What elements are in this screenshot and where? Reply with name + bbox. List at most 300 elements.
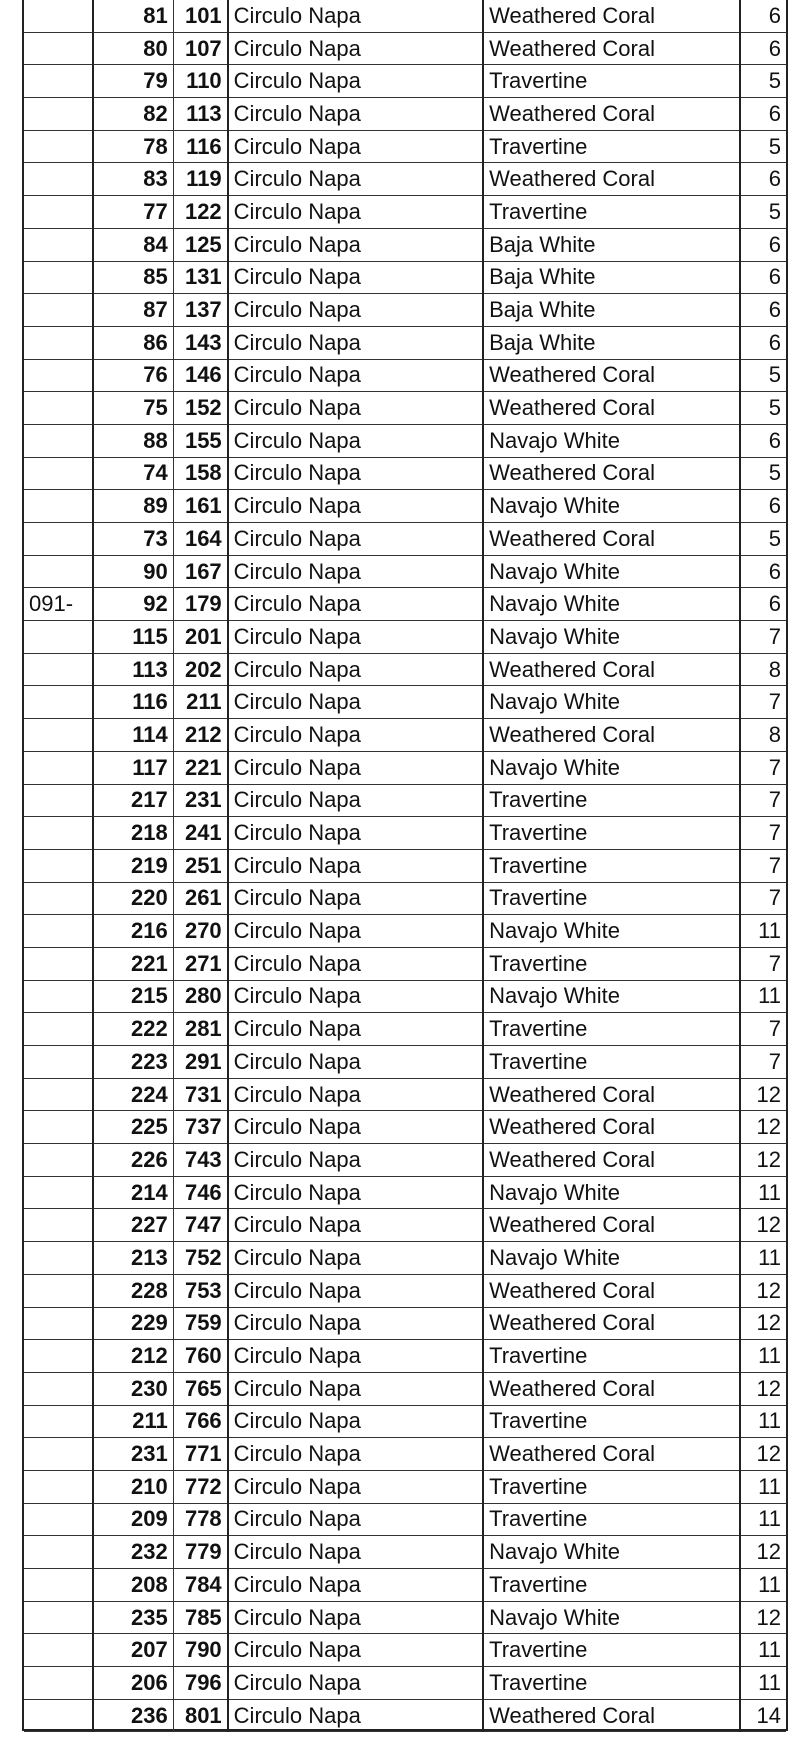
table-row	[24, 1111, 786, 1144]
street-number-cell: 116	[173, 130, 227, 163]
plan-number-cell: 11	[740, 1667, 786, 1700]
street-name-cell: Circulo Napa	[228, 1438, 483, 1471]
lot-number-cell: 220	[93, 882, 173, 915]
parcel-prefix-cell	[24, 1176, 93, 1209]
parcel-prefix-cell	[24, 392, 93, 425]
plan-number-cell: 7	[740, 882, 786, 915]
street-name-cell: Circulo Napa	[228, 163, 483, 196]
plan-number-cell: 6	[740, 326, 786, 359]
street-number-cell: 784	[173, 1569, 227, 1602]
street-name-cell: Circulo Napa	[228, 882, 483, 915]
color-scheme-cell: Weathered Coral	[483, 1144, 740, 1177]
lot-number-cell: 222	[93, 1013, 173, 1046]
parcel-prefix-cell	[24, 555, 93, 588]
table-row	[24, 1470, 786, 1503]
lot-number-cell: 227	[93, 1209, 173, 1242]
street-number-cell: 753	[173, 1274, 227, 1307]
table-row	[24, 392, 786, 425]
color-scheme-cell: Weathered Coral	[483, 653, 740, 686]
table-row	[24, 523, 786, 556]
street-number-cell: 796	[173, 1667, 227, 1700]
plan-number-cell: 5	[740, 196, 786, 229]
lot-number-cell: 84	[93, 228, 173, 261]
table-row	[24, 359, 786, 392]
street-name-cell: Circulo Napa	[228, 359, 483, 392]
table-row	[24, 1013, 786, 1046]
plan-number-cell: 8	[740, 653, 786, 686]
color-scheme-cell: Weathered Coral	[483, 523, 740, 556]
parcel-prefix-cell	[24, 0, 93, 32]
plan-number-cell: 6	[740, 424, 786, 457]
table-row	[24, 653, 786, 686]
lot-number-cell: 217	[93, 784, 173, 817]
plan-number-cell: 7	[740, 686, 786, 719]
lot-number-cell: 74	[93, 457, 173, 490]
parcel-prefix-cell	[24, 359, 93, 392]
color-scheme-cell: Weathered Coral	[483, 32, 740, 65]
plan-number-cell: 7	[740, 751, 786, 784]
plan-number-cell: 11	[740, 980, 786, 1013]
table-row	[24, 424, 786, 457]
color-scheme-cell: Weathered Coral	[483, 457, 740, 490]
color-scheme-cell: Travertine	[483, 849, 740, 882]
color-scheme-cell: Navajo White	[483, 1601, 740, 1634]
street-name-cell: Circulo Napa	[228, 228, 483, 261]
parcel-prefix-cell	[24, 849, 93, 882]
street-name-cell: Circulo Napa	[228, 1601, 483, 1634]
color-scheme-cell: Travertine	[483, 65, 740, 98]
table-row	[24, 98, 786, 131]
parcel-prefix-cell	[24, 653, 93, 686]
parcel-prefix-cell	[24, 1536, 93, 1569]
lot-number-cell: 230	[93, 1372, 173, 1405]
table-row	[24, 1503, 786, 1536]
parcel-prefix-cell	[24, 1503, 93, 1536]
lot-number-cell: 206	[93, 1667, 173, 1700]
lot-number-cell: 87	[93, 294, 173, 327]
parcel-prefix-cell	[24, 424, 93, 457]
street-name-cell: Circulo Napa	[228, 784, 483, 817]
parcel-prefix-cell	[24, 65, 93, 98]
color-scheme-cell: Travertine	[483, 196, 740, 229]
street-number-cell: 143	[173, 326, 227, 359]
plan-number-cell: 6	[740, 228, 786, 261]
color-scheme-cell: Weathered Coral	[483, 1307, 740, 1340]
color-scheme-cell: Weathered Coral	[483, 0, 740, 32]
street-name-cell: Circulo Napa	[228, 1503, 483, 1536]
lot-number-cell: 235	[93, 1601, 173, 1634]
color-scheme-cell: Navajo White	[483, 621, 740, 654]
plan-number-cell: 5	[740, 457, 786, 490]
table-row	[24, 784, 786, 817]
plan-number-cell: 6	[740, 98, 786, 131]
street-number-cell: 221	[173, 751, 227, 784]
plan-number-cell: 6	[740, 32, 786, 65]
parcel-prefix-cell	[24, 326, 93, 359]
plan-number-cell: 5	[740, 359, 786, 392]
street-name-cell: Circulo Napa	[228, 621, 483, 654]
color-scheme-cell: Navajo White	[483, 1536, 740, 1569]
plan-number-cell: 11	[740, 1503, 786, 1536]
table-row	[24, 1699, 786, 1732]
street-number-cell: 759	[173, 1307, 227, 1340]
plan-number-cell: 6	[740, 490, 786, 523]
plan-number-cell: 11	[740, 1634, 786, 1667]
street-number-cell: 251	[173, 849, 227, 882]
street-number-cell: 131	[173, 261, 227, 294]
color-scheme-cell: Weathered Coral	[483, 1274, 740, 1307]
table-row	[24, 1569, 786, 1602]
lot-number-cell: 207	[93, 1634, 173, 1667]
street-number-cell: 119	[173, 163, 227, 196]
table-row	[24, 1274, 786, 1307]
street-name-cell: Circulo Napa	[228, 65, 483, 98]
street-name-cell: Circulo Napa	[228, 1144, 483, 1177]
table-row	[24, 1372, 786, 1405]
street-number-cell: 152	[173, 392, 227, 425]
color-scheme-cell: Navajo White	[483, 686, 740, 719]
scanned-table-sheet	[22, 0, 788, 1731]
plan-number-cell: 5	[740, 523, 786, 556]
lot-number-cell: 223	[93, 1046, 173, 1079]
lot-number-cell: 218	[93, 817, 173, 850]
street-number-cell: 771	[173, 1438, 227, 1471]
parcel-prefix-cell	[24, 1699, 93, 1732]
plan-number-cell: 11	[740, 1242, 786, 1275]
color-scheme-cell: Travertine	[483, 1634, 740, 1667]
parcel-prefix-cell	[24, 1144, 93, 1177]
parcel-prefix-cell	[24, 1209, 93, 1242]
street-name-cell: Circulo Napa	[228, 130, 483, 163]
table-row	[24, 719, 786, 752]
parcel-prefix-cell	[24, 784, 93, 817]
street-name-cell: Circulo Napa	[228, 719, 483, 752]
street-number-cell: 766	[173, 1405, 227, 1438]
street-name-cell: Circulo Napa	[228, 261, 483, 294]
street-number-cell: 747	[173, 1209, 227, 1242]
street-number-cell: 110	[173, 65, 227, 98]
color-scheme-cell: Travertine	[483, 1667, 740, 1700]
street-number-cell: 785	[173, 1601, 227, 1634]
street-name-cell: Circulo Napa	[228, 915, 483, 948]
plan-number-cell: 12	[740, 1307, 786, 1340]
table-row	[24, 1209, 786, 1242]
parcel-prefix-cell	[24, 228, 93, 261]
street-number-cell: 137	[173, 294, 227, 327]
table-row	[24, 228, 786, 261]
lot-number-cell: 85	[93, 261, 173, 294]
plan-number-cell: 12	[740, 1111, 786, 1144]
color-scheme-cell: Weathered Coral	[483, 163, 740, 196]
parcel-prefix-cell	[24, 980, 93, 1013]
color-scheme-cell: Navajo White	[483, 424, 740, 457]
plan-number-cell: 11	[740, 1176, 786, 1209]
street-name-cell: Circulo Napa	[228, 1536, 483, 1569]
table-row	[24, 130, 786, 163]
plan-number-cell: 11	[740, 1569, 786, 1602]
parcel-prefix-cell	[24, 817, 93, 850]
lot-number-cell: 90	[93, 555, 173, 588]
street-number-cell: 201	[173, 621, 227, 654]
street-name-cell: Circulo Napa	[228, 653, 483, 686]
color-scheme-cell: Travertine	[483, 947, 740, 980]
color-scheme-cell: Weathered Coral	[483, 98, 740, 131]
lot-number-cell: 236	[93, 1699, 173, 1732]
color-scheme-cell: Travertine	[483, 1013, 740, 1046]
lot-number-cell: 113	[93, 653, 173, 686]
plan-number-cell: 12	[740, 1438, 786, 1471]
parcel-prefix-cell: 091-	[24, 588, 93, 621]
parcel-prefix-cell	[24, 261, 93, 294]
table-row	[24, 457, 786, 490]
color-scheme-cell: Weathered Coral	[483, 1078, 740, 1111]
parcel-prefix-cell	[24, 1438, 93, 1471]
lot-number-cell: 226	[93, 1144, 173, 1177]
lot-number-cell: 210	[93, 1470, 173, 1503]
plan-number-cell: 12	[740, 1078, 786, 1111]
parcel-prefix-cell	[24, 1046, 93, 1079]
table-row	[24, 326, 786, 359]
plan-number-cell: 12	[740, 1209, 786, 1242]
table-row	[24, 0, 786, 32]
color-scheme-cell: Navajo White	[483, 915, 740, 948]
color-scheme-cell: Weathered Coral	[483, 1438, 740, 1471]
plan-number-cell: 14	[740, 1699, 786, 1732]
table-row	[24, 1667, 786, 1700]
street-number-cell: 760	[173, 1340, 227, 1373]
lot-number-cell: 78	[93, 130, 173, 163]
street-number-cell: 737	[173, 1111, 227, 1144]
parcel-prefix-cell	[24, 1569, 93, 1602]
parcel-prefix-cell	[24, 523, 93, 556]
street-name-cell: Circulo Napa	[228, 849, 483, 882]
parcel-prefix-cell	[24, 490, 93, 523]
parcel-prefix-cell	[24, 294, 93, 327]
street-name-cell: Circulo Napa	[228, 32, 483, 65]
parcel-prefix-cell	[24, 751, 93, 784]
street-number-cell: 107	[173, 32, 227, 65]
table-row	[24, 1536, 786, 1569]
table-row	[24, 294, 786, 327]
table-row	[24, 490, 786, 523]
lot-number-cell: 232	[93, 1536, 173, 1569]
street-name-cell: Circulo Napa	[228, 980, 483, 1013]
lot-number-cell: 225	[93, 1111, 173, 1144]
color-scheme-cell: Travertine	[483, 1405, 740, 1438]
color-scheme-cell: Weathered Coral	[483, 359, 740, 392]
plan-number-cell: 12	[740, 1601, 786, 1634]
parcel-prefix-cell	[24, 1667, 93, 1700]
lot-number-cell: 86	[93, 326, 173, 359]
lot-number-cell: 116	[93, 686, 173, 719]
lot-number-cell: 73	[93, 523, 173, 556]
parcel-prefix-cell	[24, 1340, 93, 1373]
lot-number-cell: 216	[93, 915, 173, 948]
plan-number-cell: 6	[740, 555, 786, 588]
plan-number-cell: 11	[740, 1405, 786, 1438]
street-name-cell: Circulo Napa	[228, 392, 483, 425]
lot-number-cell: 92	[93, 588, 173, 621]
street-name-cell: Circulo Napa	[228, 588, 483, 621]
plan-number-cell: 7	[740, 947, 786, 980]
table-row	[24, 1307, 786, 1340]
street-name-cell: Circulo Napa	[228, 294, 483, 327]
table-row	[24, 65, 786, 98]
color-scheme-cell: Travertine	[483, 1470, 740, 1503]
lot-number-cell: 80	[93, 32, 173, 65]
color-scheme-cell: Weathered Coral	[483, 719, 740, 752]
table-body	[24, 0, 786, 1732]
plan-number-cell: 6	[740, 163, 786, 196]
plan-number-cell: 5	[740, 65, 786, 98]
street-number-cell: 146	[173, 359, 227, 392]
table-row	[24, 1176, 786, 1209]
street-number-cell: 202	[173, 653, 227, 686]
street-name-cell: Circulo Napa	[228, 1470, 483, 1503]
color-scheme-cell: Weathered Coral	[483, 1699, 740, 1732]
color-scheme-cell: Navajo White	[483, 751, 740, 784]
lot-number-cell: 117	[93, 751, 173, 784]
street-name-cell: Circulo Napa	[228, 98, 483, 131]
lot-number-cell: 208	[93, 1569, 173, 1602]
color-scheme-cell: Baja White	[483, 294, 740, 327]
lot-number-cell: 231	[93, 1438, 173, 1471]
street-number-cell: 122	[173, 196, 227, 229]
street-name-cell: Circulo Napa	[228, 1569, 483, 1602]
lot-color-table	[24, 0, 786, 1732]
lot-number-cell: 82	[93, 98, 173, 131]
lot-number-cell: 213	[93, 1242, 173, 1275]
lot-number-cell: 209	[93, 1503, 173, 1536]
parcel-prefix-cell	[24, 130, 93, 163]
street-number-cell: 291	[173, 1046, 227, 1079]
plan-number-cell: 7	[740, 817, 786, 850]
color-scheme-cell: Weathered Coral	[483, 1209, 740, 1242]
street-name-cell: Circulo Napa	[228, 1209, 483, 1242]
parcel-prefix-cell	[24, 1242, 93, 1275]
plan-number-cell: 5	[740, 392, 786, 425]
plan-number-cell: 12	[740, 1536, 786, 1569]
parcel-prefix-cell	[24, 882, 93, 915]
parcel-prefix-cell	[24, 1634, 93, 1667]
street-name-cell: Circulo Napa	[228, 1699, 483, 1732]
lot-number-cell: 75	[93, 392, 173, 425]
color-scheme-cell: Navajo White	[483, 1242, 740, 1275]
table-row	[24, 1438, 786, 1471]
parcel-prefix-cell	[24, 98, 93, 131]
table-row	[24, 1340, 786, 1373]
table-row	[24, 980, 786, 1013]
street-number-cell: 270	[173, 915, 227, 948]
plan-number-cell: 11	[740, 1470, 786, 1503]
lot-number-cell: 219	[93, 849, 173, 882]
parcel-prefix-cell	[24, 1111, 93, 1144]
parcel-prefix-cell	[24, 719, 93, 752]
lot-number-cell: 77	[93, 196, 173, 229]
plan-number-cell: 12	[740, 1274, 786, 1307]
lot-number-cell: 88	[93, 424, 173, 457]
color-scheme-cell: Travertine	[483, 1046, 740, 1079]
table-row	[24, 1046, 786, 1079]
lot-number-cell: 115	[93, 621, 173, 654]
street-number-cell: 241	[173, 817, 227, 850]
plan-number-cell: 11	[740, 915, 786, 948]
color-scheme-cell: Weathered Coral	[483, 392, 740, 425]
color-scheme-cell: Weathered Coral	[483, 1111, 740, 1144]
street-name-cell: Circulo Napa	[228, 1176, 483, 1209]
lot-number-cell: 212	[93, 1340, 173, 1373]
parcel-prefix-cell	[24, 1405, 93, 1438]
parcel-prefix-cell	[24, 686, 93, 719]
color-scheme-cell: Travertine	[483, 130, 740, 163]
street-number-cell: 101	[173, 0, 227, 32]
table-row	[24, 882, 786, 915]
street-number-cell: 164	[173, 523, 227, 556]
lot-number-cell: 221	[93, 947, 173, 980]
street-number-cell: 158	[173, 457, 227, 490]
color-scheme-cell: Travertine	[483, 817, 740, 850]
plan-number-cell: 6	[740, 261, 786, 294]
street-name-cell: Circulo Napa	[228, 196, 483, 229]
lot-number-cell: 76	[93, 359, 173, 392]
street-name-cell: Circulo Napa	[228, 326, 483, 359]
parcel-prefix-cell	[24, 1601, 93, 1634]
street-name-cell: Circulo Napa	[228, 1242, 483, 1275]
table-row	[24, 751, 786, 784]
street-number-cell: 271	[173, 947, 227, 980]
plan-number-cell: 12	[740, 1144, 786, 1177]
table-row	[24, 196, 786, 229]
color-scheme-cell: Travertine	[483, 1340, 740, 1373]
parcel-prefix-cell	[24, 621, 93, 654]
lot-number-cell: 229	[93, 1307, 173, 1340]
lot-number-cell: 228	[93, 1274, 173, 1307]
lot-number-cell: 83	[93, 163, 173, 196]
color-scheme-cell: Navajo White	[483, 588, 740, 621]
street-number-cell: 125	[173, 228, 227, 261]
street-number-cell: 211	[173, 686, 227, 719]
lot-number-cell: 89	[93, 490, 173, 523]
parcel-prefix-cell	[24, 196, 93, 229]
table-row	[24, 621, 786, 654]
street-number-cell: 778	[173, 1503, 227, 1536]
parcel-prefix-cell	[24, 1013, 93, 1046]
street-number-cell: 167	[173, 555, 227, 588]
plan-number-cell: 7	[740, 784, 786, 817]
parcel-prefix-cell	[24, 1307, 93, 1340]
street-name-cell: Circulo Napa	[228, 424, 483, 457]
parcel-prefix-cell	[24, 1372, 93, 1405]
street-name-cell: Circulo Napa	[228, 523, 483, 556]
street-number-cell: 743	[173, 1144, 227, 1177]
table-row	[24, 817, 786, 850]
street-name-cell: Circulo Napa	[228, 1046, 483, 1079]
plan-number-cell: 7	[740, 1013, 786, 1046]
color-scheme-cell: Navajo White	[483, 980, 740, 1013]
plan-number-cell: 7	[740, 849, 786, 882]
parcel-prefix-cell	[24, 1274, 93, 1307]
color-scheme-cell: Travertine	[483, 1503, 740, 1536]
table-row	[24, 1405, 786, 1438]
plan-number-cell: 8	[740, 719, 786, 752]
color-scheme-cell: Baja White	[483, 326, 740, 359]
plan-number-cell: 7	[740, 621, 786, 654]
street-number-cell: 113	[173, 98, 227, 131]
color-scheme-cell: Navajo White	[483, 490, 740, 523]
lot-number-cell: 114	[93, 719, 173, 752]
lot-number-cell: 224	[93, 1078, 173, 1111]
street-number-cell: 746	[173, 1176, 227, 1209]
